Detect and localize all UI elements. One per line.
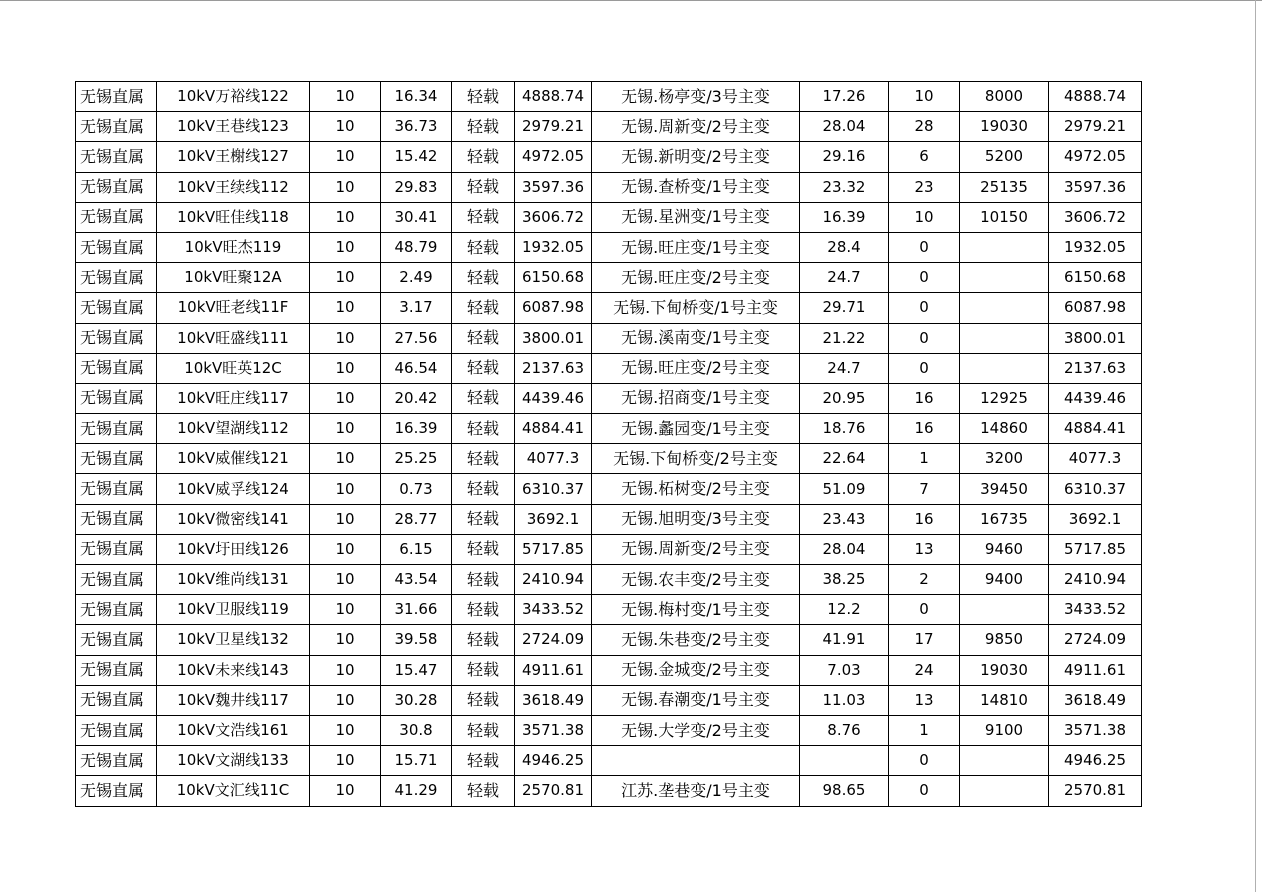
user-count-cell: 16 xyxy=(889,414,960,444)
substation-load-cell: 22.64 xyxy=(800,444,889,474)
line-name-cell: 10kV旺聚12A xyxy=(157,263,310,293)
substation-cell: 无锡.旺庄变/2号主变 xyxy=(592,263,800,293)
voltage-cell: 10 xyxy=(310,414,381,444)
table-row xyxy=(76,142,1142,172)
company-cell: 无锡直属 xyxy=(76,776,157,806)
available-capacity-cell: 2137.63 xyxy=(1049,353,1142,383)
load-rate-cell: 28.77 xyxy=(381,504,452,534)
user-capacity-cell: 12925 xyxy=(960,383,1049,413)
available-capacity-cell: 4946.25 xyxy=(1049,746,1142,776)
load-rate-cell: 15.47 xyxy=(381,655,452,685)
company-cell: 无锡直属 xyxy=(76,82,157,112)
substation-load-cell: 41.91 xyxy=(800,625,889,655)
table-row xyxy=(76,625,1142,655)
line-name-cell: 10kV文浩线161 xyxy=(157,715,310,745)
status-cell: 轻载 xyxy=(452,142,515,172)
company-cell: 无锡直属 xyxy=(76,444,157,474)
capacity-cell: 3692.1 xyxy=(515,504,592,534)
available-capacity-cell: 2724.09 xyxy=(1049,625,1142,655)
available-capacity-cell: 4439.46 xyxy=(1049,383,1142,413)
user-count-cell: 0 xyxy=(889,263,960,293)
status-cell: 轻载 xyxy=(452,685,515,715)
capacity-cell: 4077.3 xyxy=(515,444,592,474)
voltage-cell: 10 xyxy=(310,263,381,293)
table-row xyxy=(76,504,1142,534)
company-cell: 无锡直属 xyxy=(76,746,157,776)
status-cell: 轻载 xyxy=(452,383,515,413)
substation-load-cell: 98.65 xyxy=(800,776,889,806)
user-count-cell: 13 xyxy=(889,685,960,715)
line-name-cell: 10kV文汇线11C xyxy=(157,776,310,806)
user-capacity-cell: 19030 xyxy=(960,655,1049,685)
user-capacity-cell xyxy=(960,263,1049,293)
load-rate-cell: 43.54 xyxy=(381,565,452,595)
user-capacity-cell: 14860 xyxy=(960,414,1049,444)
voltage-cell: 10 xyxy=(310,685,381,715)
company-cell: 无锡直属 xyxy=(76,715,157,745)
company-cell: 无锡直属 xyxy=(76,112,157,142)
company-cell: 无锡直属 xyxy=(76,293,157,323)
load-rate-cell: 3.17 xyxy=(381,293,452,323)
available-capacity-cell: 3571.38 xyxy=(1049,715,1142,745)
status-cell: 轻载 xyxy=(452,444,515,474)
user-count-cell: 23 xyxy=(889,172,960,202)
user-capacity-cell: 14810 xyxy=(960,685,1049,715)
user-capacity-cell: 25135 xyxy=(960,172,1049,202)
status-cell: 轻载 xyxy=(452,565,515,595)
available-capacity-cell: 1932.05 xyxy=(1049,232,1142,262)
load-rate-cell: 36.73 xyxy=(381,112,452,142)
substation-load-cell: 12.2 xyxy=(800,595,889,625)
voltage-cell: 10 xyxy=(310,142,381,172)
page-top-border xyxy=(0,0,1262,1)
available-capacity-cell: 4911.61 xyxy=(1049,655,1142,685)
substation-cell: 无锡.柘树变/2号主变 xyxy=(592,474,800,504)
status-cell: 轻载 xyxy=(452,625,515,655)
status-cell: 轻载 xyxy=(452,414,515,444)
available-capacity-cell: 3606.72 xyxy=(1049,202,1142,232)
load-rate-cell: 0.73 xyxy=(381,474,452,504)
user-count-cell: 0 xyxy=(889,746,960,776)
voltage-cell: 10 xyxy=(310,232,381,262)
status-cell: 轻载 xyxy=(452,715,515,745)
capacity-cell: 2724.09 xyxy=(515,625,592,655)
line-name-cell: 10kV威催线121 xyxy=(157,444,310,474)
substation-load-cell: 29.16 xyxy=(800,142,889,172)
substation-cell: 无锡.周新变/2号主变 xyxy=(592,534,800,564)
substation-cell: 无锡.下甸桥变/1号主变 xyxy=(592,293,800,323)
user-count-cell: 0 xyxy=(889,776,960,806)
status-cell: 轻载 xyxy=(452,595,515,625)
substation-cell: 无锡.杨亭变/3号主变 xyxy=(592,82,800,112)
table-row xyxy=(76,82,1142,112)
capacity-cell: 4884.41 xyxy=(515,414,592,444)
line-name-cell: 10kV万裕线122 xyxy=(157,82,310,112)
user-count-cell: 17 xyxy=(889,625,960,655)
voltage-cell: 10 xyxy=(310,776,381,806)
user-count-cell: 10 xyxy=(889,202,960,232)
substation-load-cell: 24.7 xyxy=(800,263,889,293)
voltage-cell: 10 xyxy=(310,746,381,776)
load-rate-cell: 39.58 xyxy=(381,625,452,655)
line-name-cell: 10kV王榭线127 xyxy=(157,142,310,172)
capacity-cell: 2410.94 xyxy=(515,565,592,595)
line-name-cell: 10kV维尚线131 xyxy=(157,565,310,595)
company-cell: 无锡直属 xyxy=(76,172,157,202)
capacity-cell: 6150.68 xyxy=(515,263,592,293)
user-capacity-cell xyxy=(960,746,1049,776)
status-cell: 轻载 xyxy=(452,776,515,806)
status-cell: 轻载 xyxy=(452,112,515,142)
table-row xyxy=(76,112,1142,142)
line-name-cell: 10kV卫星线132 xyxy=(157,625,310,655)
capacity-cell: 3618.49 xyxy=(515,685,592,715)
capacity-cell: 3571.38 xyxy=(515,715,592,745)
substation-load-cell: 28.4 xyxy=(800,232,889,262)
available-capacity-cell: 2410.94 xyxy=(1049,565,1142,595)
substation-load-cell xyxy=(800,746,889,776)
user-count-cell: 28 xyxy=(889,112,960,142)
load-rate-cell: 15.42 xyxy=(381,142,452,172)
load-rate-cell: 30.8 xyxy=(381,715,452,745)
status-cell: 轻载 xyxy=(452,353,515,383)
substation-load-cell: 28.04 xyxy=(800,112,889,142)
line-name-cell: 10kV卫服线119 xyxy=(157,595,310,625)
table-row xyxy=(76,474,1142,504)
user-count-cell: 0 xyxy=(889,232,960,262)
load-rate-cell: 27.56 xyxy=(381,323,452,353)
voltage-cell: 10 xyxy=(310,353,381,383)
user-count-cell: 0 xyxy=(889,353,960,383)
user-count-cell: 10 xyxy=(889,82,960,112)
user-capacity-cell: 9850 xyxy=(960,625,1049,655)
user-capacity-cell: 3200 xyxy=(960,444,1049,474)
substation-cell: 无锡.周新变/2号主变 xyxy=(592,112,800,142)
available-capacity-cell: 6310.37 xyxy=(1049,474,1142,504)
substation-load-cell: 21.22 xyxy=(800,323,889,353)
company-cell: 无锡直属 xyxy=(76,383,157,413)
capacity-cell: 6310.37 xyxy=(515,474,592,504)
voltage-cell: 10 xyxy=(310,534,381,564)
capacity-cell: 4439.46 xyxy=(515,383,592,413)
status-cell: 轻载 xyxy=(452,504,515,534)
table-row xyxy=(76,202,1142,232)
substation-cell xyxy=(592,746,800,776)
voltage-cell: 10 xyxy=(310,82,381,112)
table-row xyxy=(76,595,1142,625)
user-count-cell: 2 xyxy=(889,565,960,595)
user-capacity-cell xyxy=(960,595,1049,625)
table-body xyxy=(76,82,1142,807)
status-cell: 轻载 xyxy=(452,232,515,262)
voltage-cell: 10 xyxy=(310,202,381,232)
company-cell: 无锡直属 xyxy=(76,504,157,534)
user-capacity-cell: 39450 xyxy=(960,474,1049,504)
voltage-cell: 10 xyxy=(310,595,381,625)
substation-load-cell: 18.76 xyxy=(800,414,889,444)
user-capacity-cell xyxy=(960,776,1049,806)
substation-load-cell: 20.95 xyxy=(800,383,889,413)
capacity-cell: 4946.25 xyxy=(515,746,592,776)
company-cell: 无锡直属 xyxy=(76,534,157,564)
line-name-cell: 10kV旺英12C xyxy=(157,353,310,383)
substation-load-cell: 24.7 xyxy=(800,353,889,383)
table-row xyxy=(76,655,1142,685)
line-name-cell: 10kV微密线141 xyxy=(157,504,310,534)
voltage-cell: 10 xyxy=(310,715,381,745)
user-capacity-cell: 9460 xyxy=(960,534,1049,564)
user-count-cell: 1 xyxy=(889,715,960,745)
load-rate-cell: 20.42 xyxy=(381,383,452,413)
substation-cell: 无锡.农丰变/2号主变 xyxy=(592,565,800,595)
table-row xyxy=(76,565,1142,595)
capacity-cell: 2979.21 xyxy=(515,112,592,142)
user-count-cell: 0 xyxy=(889,293,960,323)
substation-cell: 无锡.查桥变/1号主变 xyxy=(592,172,800,202)
substation-load-cell: 7.03 xyxy=(800,655,889,685)
company-cell: 无锡直属 xyxy=(76,685,157,715)
company-cell: 无锡直属 xyxy=(76,565,157,595)
line-name-cell: 10kV威孚线124 xyxy=(157,474,310,504)
capacity-cell: 3597.36 xyxy=(515,172,592,202)
user-count-cell: 0 xyxy=(889,595,960,625)
user-capacity-cell xyxy=(960,353,1049,383)
available-capacity-cell: 6087.98 xyxy=(1049,293,1142,323)
voltage-cell: 10 xyxy=(310,474,381,504)
substation-cell: 无锡.旺庄变/2号主变 xyxy=(592,353,800,383)
table-row xyxy=(76,746,1142,776)
status-cell: 轻载 xyxy=(452,293,515,323)
voltage-cell: 10 xyxy=(310,293,381,323)
available-capacity-cell: 3800.01 xyxy=(1049,323,1142,353)
table-row xyxy=(76,293,1142,323)
capacity-cell: 4888.74 xyxy=(515,82,592,112)
capacity-cell: 5717.85 xyxy=(515,534,592,564)
company-cell: 无锡直属 xyxy=(76,655,157,685)
substation-cell: 无锡.朱巷变/2号主变 xyxy=(592,625,800,655)
line-name-cell: 10kV旺杰119 xyxy=(157,232,310,262)
capacity-cell: 3800.01 xyxy=(515,323,592,353)
substation-load-cell: 23.43 xyxy=(800,504,889,534)
table-row xyxy=(76,715,1142,745)
voltage-cell: 10 xyxy=(310,625,381,655)
feeder-load-table xyxy=(75,81,1142,807)
status-cell: 轻载 xyxy=(452,534,515,564)
status-cell: 轻载 xyxy=(452,82,515,112)
line-name-cell: 10kV未来线143 xyxy=(157,655,310,685)
user-count-cell: 6 xyxy=(889,142,960,172)
user-count-cell: 7 xyxy=(889,474,960,504)
user-capacity-cell: 19030 xyxy=(960,112,1049,142)
capacity-cell: 4972.05 xyxy=(515,142,592,172)
company-cell: 无锡直属 xyxy=(76,263,157,293)
load-rate-cell: 31.66 xyxy=(381,595,452,625)
company-cell: 无锡直属 xyxy=(76,202,157,232)
available-capacity-cell: 3597.36 xyxy=(1049,172,1142,202)
line-name-cell: 10kV文湖线133 xyxy=(157,746,310,776)
load-rate-cell: 48.79 xyxy=(381,232,452,262)
substation-cell: 无锡.春潮变/1号主变 xyxy=(592,685,800,715)
table-row xyxy=(76,534,1142,564)
status-cell: 轻载 xyxy=(452,172,515,202)
load-rate-cell: 16.39 xyxy=(381,414,452,444)
status-cell: 轻载 xyxy=(452,655,515,685)
page-right-border xyxy=(1255,0,1256,892)
substation-cell: 无锡.星洲变/1号主变 xyxy=(592,202,800,232)
table-row xyxy=(76,263,1142,293)
substation-cell: 无锡.大学变/2号主变 xyxy=(592,715,800,745)
table-row xyxy=(76,323,1142,353)
company-cell: 无锡直属 xyxy=(76,323,157,353)
voltage-cell: 10 xyxy=(310,323,381,353)
user-count-cell: 0 xyxy=(889,323,960,353)
load-rate-cell: 2.49 xyxy=(381,263,452,293)
company-cell: 无锡直属 xyxy=(76,232,157,262)
line-name-cell: 10kV旺佳线118 xyxy=(157,202,310,232)
available-capacity-cell: 2979.21 xyxy=(1049,112,1142,142)
status-cell: 轻载 xyxy=(452,202,515,232)
substation-load-cell: 38.25 xyxy=(800,565,889,595)
user-count-cell: 24 xyxy=(889,655,960,685)
available-capacity-cell: 4077.3 xyxy=(1049,444,1142,474)
line-name-cell: 10kV圩田线126 xyxy=(157,534,310,564)
user-count-cell: 1 xyxy=(889,444,960,474)
load-rate-cell: 25.25 xyxy=(381,444,452,474)
substation-load-cell: 51.09 xyxy=(800,474,889,504)
company-cell: 无锡直属 xyxy=(76,595,157,625)
company-cell: 无锡直属 xyxy=(76,474,157,504)
user-capacity-cell: 8000 xyxy=(960,82,1049,112)
user-count-cell: 16 xyxy=(889,504,960,534)
status-cell: 轻载 xyxy=(452,263,515,293)
capacity-cell: 2570.81 xyxy=(515,776,592,806)
company-cell: 无锡直属 xyxy=(76,353,157,383)
capacity-cell: 2137.63 xyxy=(515,353,592,383)
available-capacity-cell: 4972.05 xyxy=(1049,142,1142,172)
substation-cell: 无锡.招商变/1号主变 xyxy=(592,383,800,413)
table-row xyxy=(76,444,1142,474)
voltage-cell: 10 xyxy=(310,112,381,142)
substation-cell: 江苏.垄巷变/1号主变 xyxy=(592,776,800,806)
available-capacity-cell: 6150.68 xyxy=(1049,263,1142,293)
substation-cell: 无锡.溪南变/1号主变 xyxy=(592,323,800,353)
line-name-cell: 10kV魏井线117 xyxy=(157,685,310,715)
substation-cell: 无锡.下甸桥变/2号主变 xyxy=(592,444,800,474)
substation-load-cell: 11.03 xyxy=(800,685,889,715)
load-rate-cell: 6.15 xyxy=(381,534,452,564)
voltage-cell: 10 xyxy=(310,383,381,413)
capacity-cell: 1932.05 xyxy=(515,232,592,262)
substation-cell: 无锡.金城变/2号主变 xyxy=(592,655,800,685)
user-capacity-cell: 16735 xyxy=(960,504,1049,534)
substation-cell: 无锡.梅村变/1号主变 xyxy=(592,595,800,625)
voltage-cell: 10 xyxy=(310,444,381,474)
load-rate-cell: 15.71 xyxy=(381,746,452,776)
table-row xyxy=(76,172,1142,202)
substation-cell: 无锡.旺庄变/1号主变 xyxy=(592,232,800,262)
company-cell: 无锡直属 xyxy=(76,625,157,655)
user-capacity-cell xyxy=(960,293,1049,323)
line-name-cell: 10kV旺盛线111 xyxy=(157,323,310,353)
table-row xyxy=(76,383,1142,413)
substation-cell: 无锡.新明变/2号主变 xyxy=(592,142,800,172)
available-capacity-cell: 3433.52 xyxy=(1049,595,1142,625)
available-capacity-cell: 3618.49 xyxy=(1049,685,1142,715)
available-capacity-cell: 2570.81 xyxy=(1049,776,1142,806)
load-rate-cell: 30.28 xyxy=(381,685,452,715)
substation-cell: 无锡.旭明变/3号主变 xyxy=(592,504,800,534)
available-capacity-cell: 4888.74 xyxy=(1049,82,1142,112)
user-count-cell: 13 xyxy=(889,534,960,564)
load-rate-cell: 30.41 xyxy=(381,202,452,232)
status-cell: 轻载 xyxy=(452,474,515,504)
load-rate-cell: 29.83 xyxy=(381,172,452,202)
user-count-cell: 16 xyxy=(889,383,960,413)
line-name-cell: 10kV王巷线123 xyxy=(157,112,310,142)
user-capacity-cell: 9400 xyxy=(960,565,1049,595)
user-capacity-cell xyxy=(960,232,1049,262)
company-cell: 无锡直属 xyxy=(76,414,157,444)
substation-load-cell: 16.39 xyxy=(800,202,889,232)
line-name-cell: 10kV王续线112 xyxy=(157,172,310,202)
line-name-cell: 10kV旺老线11F xyxy=(157,293,310,323)
table-row xyxy=(76,353,1142,383)
substation-load-cell: 17.26 xyxy=(800,82,889,112)
capacity-cell: 3433.52 xyxy=(515,595,592,625)
load-rate-cell: 41.29 xyxy=(381,776,452,806)
substation-load-cell: 28.04 xyxy=(800,534,889,564)
voltage-cell: 10 xyxy=(310,565,381,595)
line-name-cell: 10kV旺庄线117 xyxy=(157,383,310,413)
table-row xyxy=(76,414,1142,444)
table-row xyxy=(76,232,1142,262)
table-row xyxy=(76,776,1142,806)
user-capacity-cell xyxy=(960,323,1049,353)
substation-load-cell: 8.76 xyxy=(800,715,889,745)
company-cell: 无锡直属 xyxy=(76,142,157,172)
voltage-cell: 10 xyxy=(310,504,381,534)
available-capacity-cell: 3692.1 xyxy=(1049,504,1142,534)
status-cell: 轻载 xyxy=(452,746,515,776)
capacity-cell: 4911.61 xyxy=(515,655,592,685)
user-capacity-cell: 10150 xyxy=(960,202,1049,232)
line-name-cell: 10kV望湖线112 xyxy=(157,414,310,444)
available-capacity-cell: 4884.41 xyxy=(1049,414,1142,444)
capacity-cell: 6087.98 xyxy=(515,293,592,323)
table-row xyxy=(76,685,1142,715)
capacity-cell: 3606.72 xyxy=(515,202,592,232)
load-rate-cell: 46.54 xyxy=(381,353,452,383)
user-capacity-cell: 9100 xyxy=(960,715,1049,745)
substation-load-cell: 23.32 xyxy=(800,172,889,202)
substation-cell: 无锡.蠡园变/1号主变 xyxy=(592,414,800,444)
substation-load-cell: 29.71 xyxy=(800,293,889,323)
available-capacity-cell: 5717.85 xyxy=(1049,534,1142,564)
voltage-cell: 10 xyxy=(310,172,381,202)
load-rate-cell: 16.34 xyxy=(381,82,452,112)
voltage-cell: 10 xyxy=(310,655,381,685)
status-cell: 轻载 xyxy=(452,323,515,353)
user-capacity-cell: 5200 xyxy=(960,142,1049,172)
